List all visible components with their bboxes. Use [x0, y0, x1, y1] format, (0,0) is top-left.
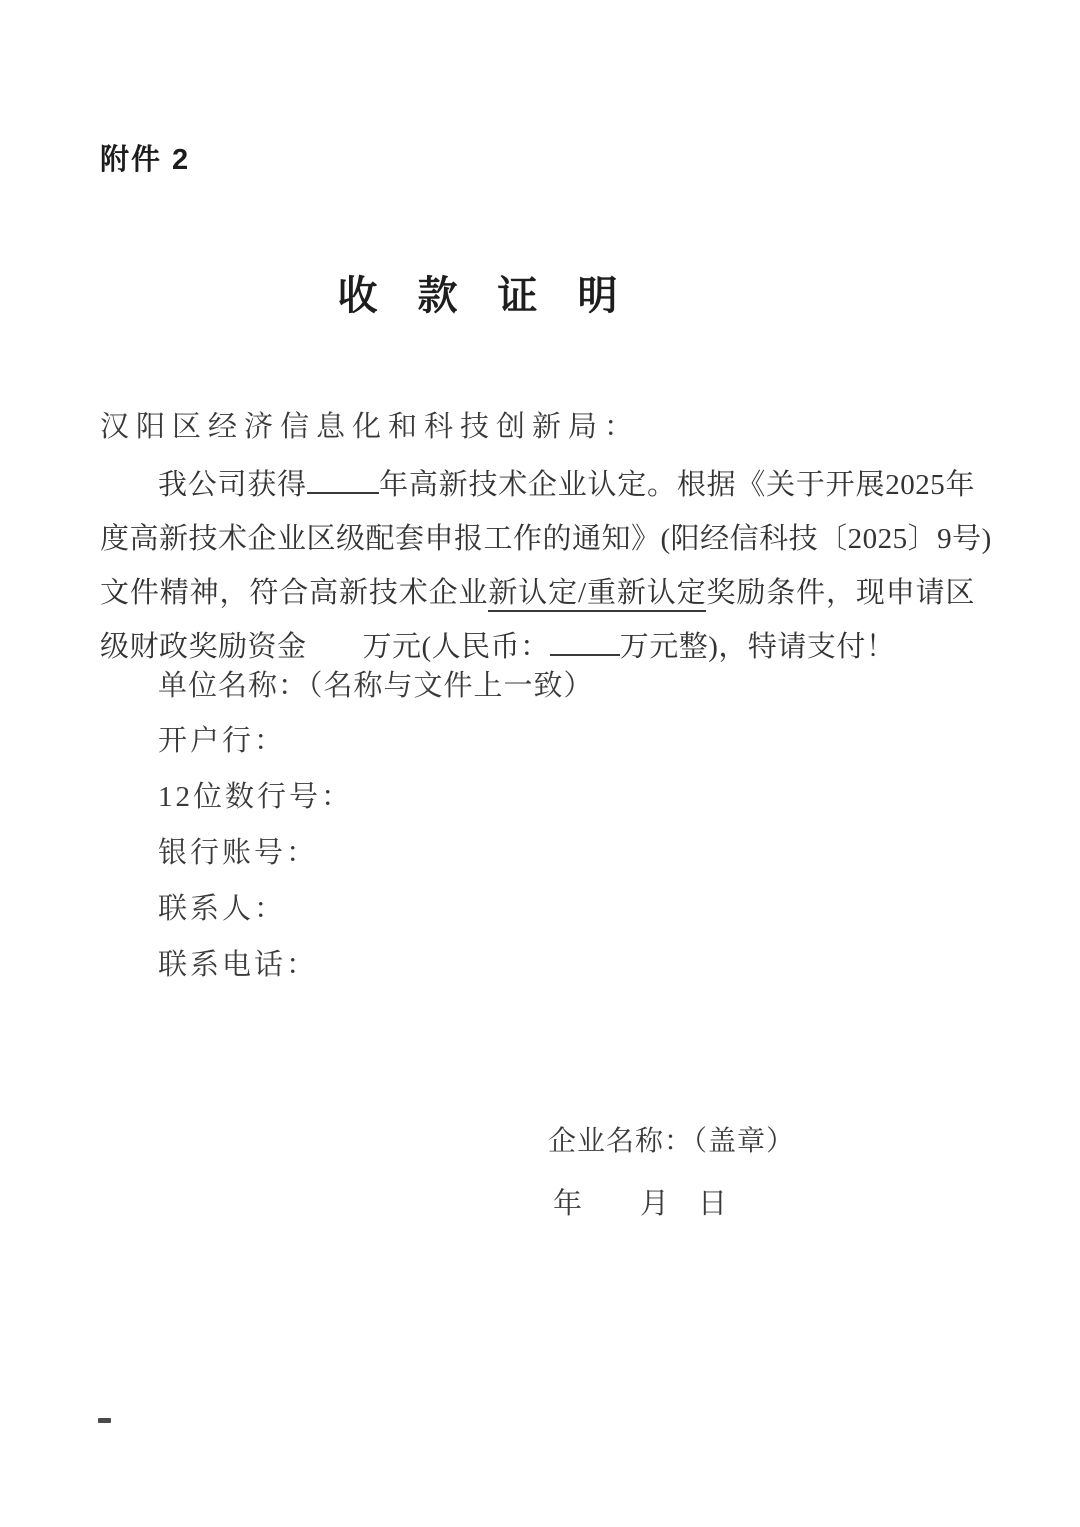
paragraph-line-4-text-post: 万元整)，特请支付！	[619, 631, 896, 663]
field-bank-number-12digit: 12位数行号：	[158, 781, 354, 813]
salutation-line: 汉阳区经济信息化和科技创新局：	[100, 411, 641, 443]
certification-type-underlined-text: 新认定/重新认定	[488, 577, 706, 612]
paragraph-line-4-text-mid: 万元(人民币：	[362, 631, 550, 663]
paragraph-line-3	[100, 566, 975, 620]
body-paragraph	[100, 458, 992, 674]
paragraph-line-1-text-pre: 我公司获得	[158, 469, 307, 501]
paragraph-line-1	[100, 458, 975, 512]
year-blank-field	[307, 462, 379, 494]
amount-words-blank-field	[550, 624, 620, 656]
paragraph-line-3-text-pre: 文件精神，符合高新技术企业	[100, 577, 489, 609]
paragraph-line-1-text-post: 年高新技术企业认定。根据《关于开展2025年	[378, 469, 975, 501]
paragraph-line-2: 度高新技术企业区级配套申报工作的通知》(阳经信科技〔2025〕9号)	[100, 523, 992, 555]
paragraph-line-4-text-pre: 级财政奖励资金	[100, 631, 307, 663]
attachment-label: 附件 2	[100, 144, 191, 176]
date-line: 年 月 日	[553, 1188, 728, 1220]
field-unit-name: 单位名称：（名称与文件上一致）	[158, 670, 594, 702]
company-seal-line: 企业名称：（盖章）	[548, 1126, 796, 1157]
field-contact-phone: 联系电话：	[158, 949, 319, 981]
paragraph-line-3-text-post: 奖励条件，现申请区	[706, 577, 975, 609]
document-title: 收 款 证 明	[337, 274, 618, 318]
field-bank-branch: 开户行：	[158, 725, 287, 757]
field-contact-person: 联系人：	[158, 893, 287, 925]
footer-dash-mark	[98, 1418, 111, 1423]
field-bank-account: 银行账号：	[158, 837, 319, 869]
signature-block	[548, 1114, 975, 1232]
